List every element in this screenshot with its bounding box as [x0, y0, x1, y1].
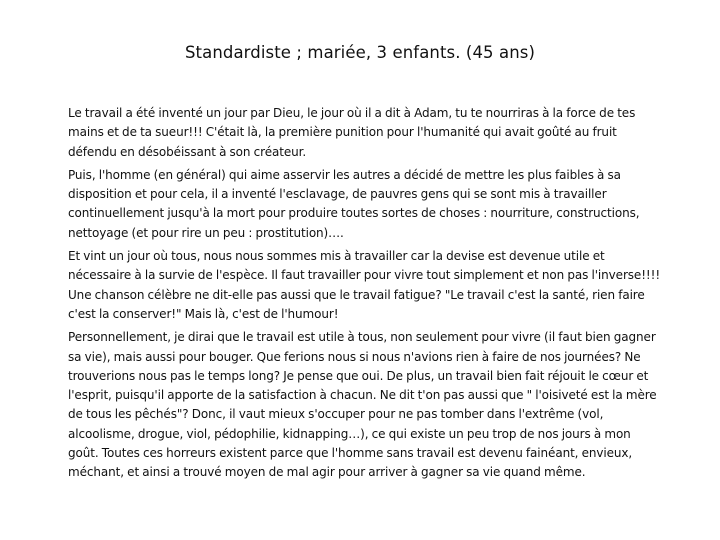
paragraph-4: Personnellement, je dirai que le travail est utile à tous, non seulement pour vivre (il faut bien gagner sa vie), mais aussi pour bouger. Que ferions nous si nous n'avions rien à faire de nos journées? Ne trouverions nous pas le temps long? Je pense que oui. De plus, un travail bien fait réjouit le cœur et l'esprit, puisqu'il apporte de la satisfaction à chacun. Ne dit t'on pas aussi que " l'oisiveté est la mère de tous les pêchés"? Donc, il vaut mieux s'occuper pour ne pas tomber dans l'extrême (vol, alcoolisme, drogue, viol, pédophilie, kidnapping…), ce qui existe un peu trop de nos jours à mon goût. Toutes ces horreurs existent parce que l'homme sans travail est devenu fainéant, envieux, méchant, et ainsi a trouvé moyen de mal agir pour arriver à gagner sa vie quand même. — [68, 330, 657, 480]
paragraph-3: Et vint un jour où tous, nous nous sommes mis à travailler car la devise est devenue utile et nécessaire à la survie de l'espèce. Il faut travailler pour vivre tout simplement et non pas l'inverse!!!! Une chanson célèbre ne dit-elle pas aussi que le travail fatigue? "Le travail c'est la santé, rien faire c'est la conserver!" Mais là, c'est de l'humour! — [68, 249, 661, 321]
paragraph-2: Puis, l'homme (en général) qui aime asservir les autres a décidé de mettre les plus faibles à sa disposition et pour cela, il a inventé l'esclavage, de pauvres gens qui se sont mis à travailler continuellement jusqu'à la mort pour produire toutes sortes de choses : nourriture, constructions, nettoyage (et pour rire un peu : prostitution)…. — [68, 167, 640, 240]
body-text — [68, 104, 664, 483]
page-title: Standardiste ; mariée, 3 enfants. (45 ans) — [184, 43, 536, 62]
paragraph-1: Le travail a été inventé un jour par Dieu, le jour où il a dit à Adam, tu te nourriras à la force de tes mains et de ta sueur!!! C'était là, la première punition pour l'humanité qui avait goûté au fruit défendu en désobéissant à son créateur. — [68, 106, 636, 159]
